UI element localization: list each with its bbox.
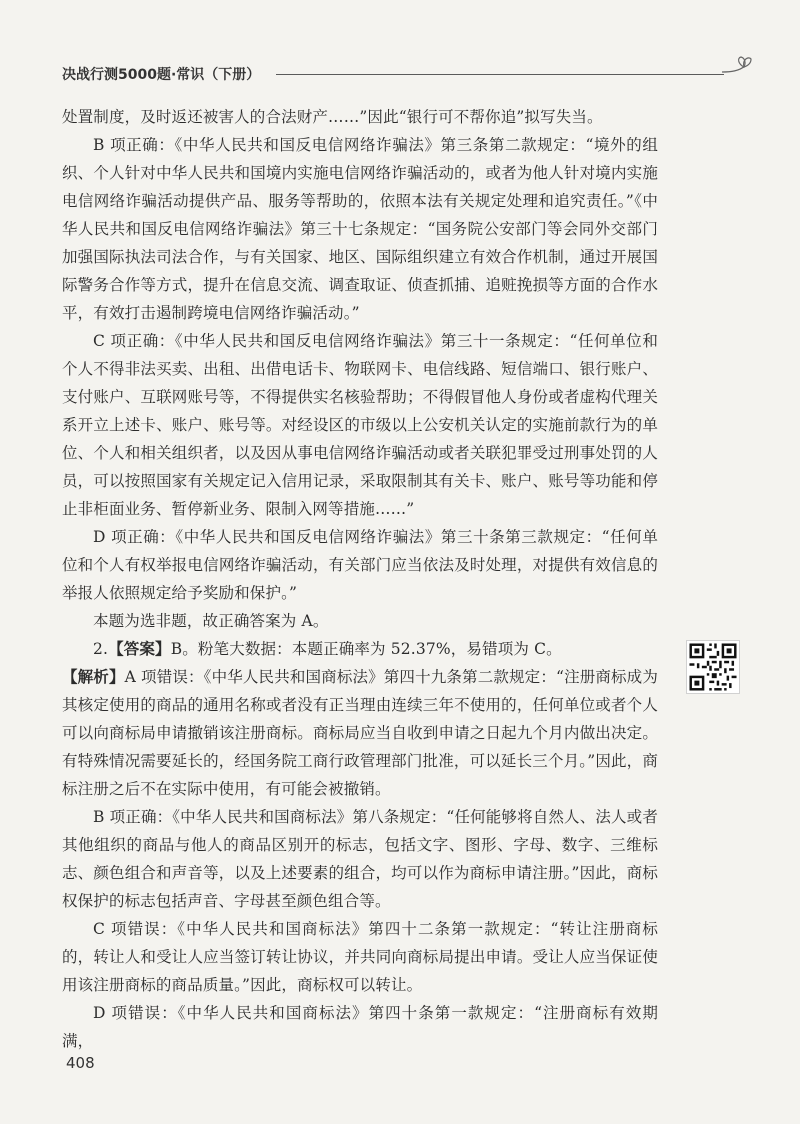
option-b-paragraph-q2: B 项正确：《中华人民共和国商标法》第八条规定：“任何能够将自然人、法人或者其他组织的商品与他人的商品区别开的标志，包括文字、图形、字母、数字、三维标志、颜色组合和声音等，以及上述要素的组合，均可以作为商标申请注册。”因此，商标权保护的标志包括声音、字母甚至颜色组合等。 xyxy=(62,808,658,910)
question-2-number: 2. xyxy=(93,640,109,658)
question-2-answer-text: B。粉笔大数据：本题正确率为 52.37%，易错项为 C。 xyxy=(170,640,562,658)
option-b-paragraph-q1: B 项正确：《中华人民共和国反电信网络诈骗法》第三条第二款规定：“境外的组织、个人针对中华人民共和国境内实施电信网络诈骗活动的，或者为他人针对境内实施电信网络诈骗活动提供产品、服务等帮助的，依照本法有关规定处理和追究责任。”《中华人民共和国反电信网络诈骗法》第三十七条规定：“国务院公安部门等会同外交部门加强国际执法司法合作，与有关国家、地区、国际组织建立有效合作机制，通过开展国际警务合作等方式，提升在信息交流、调查取证、侦查抓捕、追赃挽损等方面的合作水平，有效打击遏制跨境电信网络诈骗活动。” xyxy=(62,136,658,322)
analysis-label: 【解析】 xyxy=(62,667,125,686)
book-title: 决战行测5000题·常识（下册） xyxy=(62,67,261,83)
option-d-paragraph-q2: D 项错误：《中华人民共和国商标法》第四十条第一款规定：“注册商标有效期满， xyxy=(62,1004,658,1050)
question-1-answer: 本题为选非题，故正确答案为 A。 xyxy=(93,612,329,630)
analysis-paragraph xyxy=(62,663,658,803)
sprout-icon xyxy=(718,54,752,84)
answer-label: 【答案】 xyxy=(108,639,171,658)
qr-code xyxy=(686,640,740,694)
header-divider xyxy=(276,74,724,75)
option-c-paragraph-q1: C 项正确：《中华人民共和国反电信网络诈骗法》第三十一条规定：“任何单位和个人不得非法买卖、出租、出借电话卡、物联网卡、电信线路、短信端口、银行账户、支付账户、互联网账号等，不得提供实名核验帮助；不得假冒他人身份或者虚构代理关系开立上述卡、账户、账号等。对经设区的市级以上公安机关认定的实施前款行为的单位、个人和相关组织者，以及因从事电信网络诈骗活动或者关联犯罪受过刑事处罚的人员，可以按照国家有关规定记入信用记录，采取限制其有关卡、账户、账号等功能和停止非柜面业务、暂停新业务、限制入网等措施……” xyxy=(62,332,658,518)
page-number: 408 xyxy=(66,1054,95,1072)
qr-code-icon xyxy=(687,641,739,693)
page-header xyxy=(62,56,752,92)
continued-paragraph: 处置制度，及时返还被害人的合法财产……”因此“银行可不帮你追”拟写失当。 xyxy=(62,108,603,126)
option-d-paragraph-q1: D 项正确：《中华人民共和国反电信网络诈骗法》第三十条第三款规定：“任何单位和个人有权举报电信网络诈骗活动，有关部门应当依法及时处理，对提供有效信息的举报人依照规定给予奖励和保护。” xyxy=(62,528,658,602)
option-a-paragraph-q2: A 项错误：《中华人民共和国商标法》第四十九条第二款规定：“注册商标成为其核定使用的商品的通用名称或者没有正当理由连续三年不使用的，任何单位或者个人可以向商标局申请撤销该注册商标。商标局应当自收到申请之日起九个月内做出决定。有特殊情况需要延长的，经国务院工商行政管理部门批准，可以延长三个月。”因此，商标注册之后不在实际中使用，有可能会被撤销。 xyxy=(62,668,658,798)
question-2-answer-line xyxy=(62,635,658,663)
page-content xyxy=(62,103,658,1055)
option-c-paragraph-q2: C 项错误：《中华人民共和国商标法》第四十二条第一款规定：“转让注册商标的，转让人和受让人应当签订转让协议，并共同向商标局提出申请。受让人应当保证使用该注册商标的商品质量。”因此，商标权可以转让。 xyxy=(62,920,658,994)
